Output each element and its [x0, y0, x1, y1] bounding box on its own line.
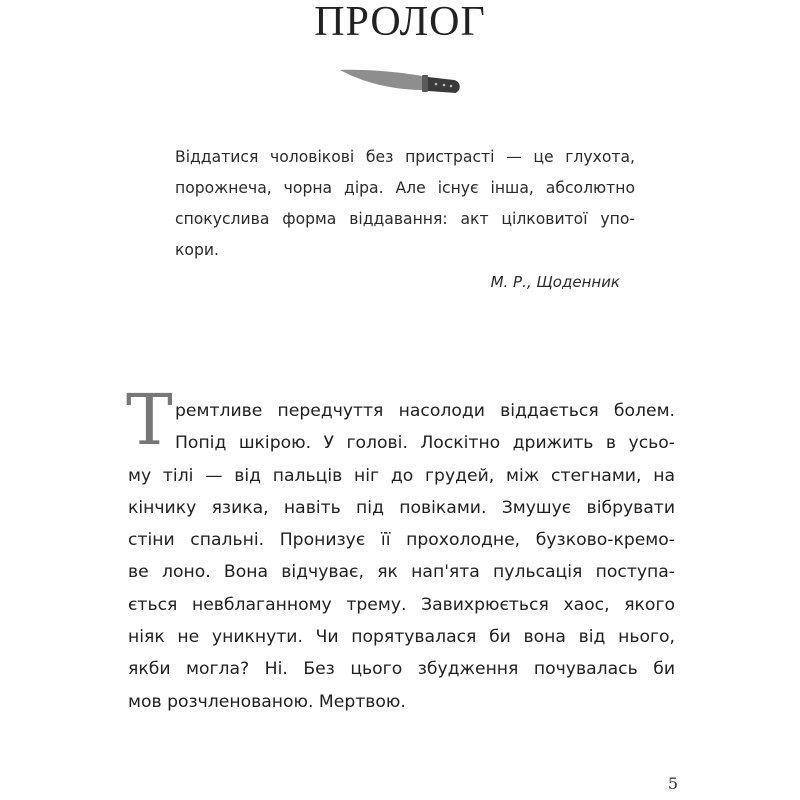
knife-icon — [338, 66, 464, 102]
body-line: ремтливе передчуття насолоди віддається болем. — [175, 401, 675, 421]
epigraph-line: спокуслива форма віддавання: акт цілковитої упо- — [175, 210, 635, 228]
page-number: 5 — [667, 774, 678, 793]
body-line: ніяк не уникнути. Чи порятувалася би вона від нього, — [128, 627, 675, 648]
epigraph-attribution: М. Р., Щоденник — [490, 273, 620, 291]
body-line: мов розчленованою. Мертвою. — [128, 691, 406, 712]
body-paragraph — [126, 379, 675, 718]
epigraph-line: Віддатися чоловікові без пристрасті — це глухота, — [175, 148, 635, 166]
epigraph-line: кори. — [175, 241, 219, 259]
body-line: кінчику язика, навіть під повіками. Змушує вібрувати — [128, 497, 675, 518]
body-line: ве лоно. Вона відчуває, як нап'ята пульсація поступа- — [128, 562, 675, 583]
body-line: ється невблаганному трему. Завихрюється хаос, якого — [128, 594, 675, 615]
body-line: якби могла? Ні. Без цього збудження почувалась би — [128, 659, 675, 680]
chapter-title: ПРОЛОГ — [314, 0, 486, 45]
epigraph-line: порожнеча, чорна діра. Але існує інша, абсолютно — [175, 179, 635, 197]
drop-cap: Т — [126, 379, 173, 461]
epigraph — [175, 142, 635, 266]
body-line: стіни спальні. Пронизує її прохолодне, бузково-кремо- — [128, 530, 675, 551]
body-line: Попід шкірою. У голові. Лоскітно дрижить в усьо- — [175, 433, 675, 454]
body-line: му тілі — від пальців ніг до грудей, між стегнами, на — [128, 465, 675, 486]
